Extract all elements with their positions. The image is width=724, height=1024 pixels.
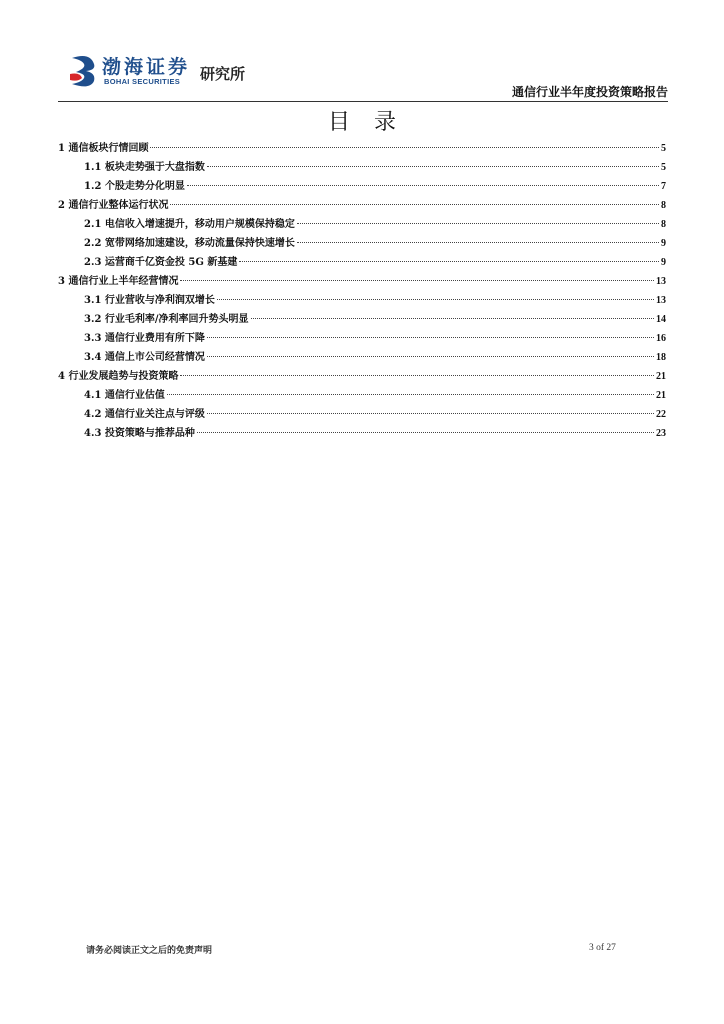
toc-entry-page: 9 [661,238,666,249]
toc-entry-label: 2.3 运营商千亿资金投 5G 新基建 [84,257,238,268]
toc-entry-page: 16 [656,333,666,344]
toc-entry-label: 1.1 板块走势强于大盘指数 [84,162,205,173]
toc-entry-label: 4.2 通信行业关注点与评级 [84,409,205,420]
page-header [58,46,668,102]
toc-leader-dots [207,337,654,338]
toc-entry-label: 3.3 通信行业费用有所下降 [84,333,205,344]
toc-entry[interactable] [58,291,666,310]
toc-leader-dots [251,318,654,319]
toc-entry-label: 2 通信行业整体运行状况 [58,200,169,211]
toc-entry[interactable] [58,139,666,158]
table-of-contents [58,139,666,443]
toc-leader-dots [197,432,654,433]
logo-english-name: BOHAI SECURITIES [104,77,181,86]
toc-entry[interactable] [58,329,666,348]
report-title: 通信行业半年度投资策略报告 [511,85,668,99]
toc-entry-page: 5 [661,162,666,173]
toc-entry[interactable] [58,348,666,367]
logo-chinese-name: 渤海证券 [102,56,191,78]
toc-leader-dots [297,242,659,243]
toc-leader-dots [239,261,659,262]
toc-leader-dots [217,299,654,300]
toc-leader-dots [180,280,654,281]
toc-entry-page: 18 [656,352,666,363]
toc-entry[interactable] [58,405,666,424]
toc-entry-label: 3.4 通信上市公司经营情况 [84,352,205,363]
toc-entry-page: 22 [656,409,666,420]
toc-entry-label: 3.1 行业营收与净利润双增长 [84,295,215,306]
toc-leader-dots [167,394,654,395]
toc-leader-dots [187,185,659,186]
toc-leader-dots [180,375,654,376]
toc-entry[interactable] [58,196,666,215]
toc-entry[interactable] [58,424,666,443]
toc-entry-page: 5 [661,143,666,154]
header-divider [58,101,668,102]
institute-name: 研究所 [200,65,246,83]
toc-leader-dots [170,204,659,205]
toc-entry[interactable] [58,177,666,196]
bohai-logo-icon [68,54,98,88]
toc-entry-page: 8 [661,200,666,211]
toc-entry-label: 1 通信板块行情回顾 [58,143,149,154]
toc-entry-label: 3 通信行业上半年经营情况 [58,276,179,287]
toc-leader-dots [297,223,659,224]
toc-entry-label: 3.2 行业毛利率/净利率回升势头明显 [84,314,249,325]
toc-entry[interactable] [58,367,666,386]
toc-entry-page: 7 [661,181,666,192]
toc-entry-label: 2.1 电信收入增速提升，移动用户规模保持稳定 [84,219,295,230]
toc-entry[interactable] [58,158,666,177]
toc-entry[interactable] [58,215,666,234]
toc-entry[interactable] [58,234,666,253]
toc-leader-dots [150,147,659,148]
toc-entry[interactable] [58,272,666,291]
toc-leader-dots [207,356,654,357]
toc-leader-dots [207,166,659,167]
toc-entry-label: 4.3 投资策略与推荐品种 [84,428,195,439]
toc-entry-label: 4 行业发展趋势与投资策略 [58,371,179,382]
toc-entry-label: 2.2 宽带网络加速建设，移动流量保持快速增长 [84,238,295,249]
toc-entry[interactable] [58,386,666,405]
toc-entry-page: 21 [656,371,666,382]
toc-entry-page: 13 [656,295,666,306]
footer-disclaimer: 请务必阅读正文之后的免责声明 [86,946,213,956]
footer-page-number: 3 of 27 [589,943,616,953]
toc-entry-page: 23 [656,428,666,439]
toc-entry-label: 1.2 个股走势分化明显 [84,181,185,192]
toc-leader-dots [207,413,654,414]
toc-entry-page: 13 [656,276,666,287]
toc-entry[interactable] [58,253,666,272]
toc-entry-label: 4.1 通信行业估值 [84,390,165,401]
toc-heading: 目录 [327,110,420,135]
toc-entry-page: 14 [656,314,666,325]
toc-entry-page: 9 [661,257,666,268]
toc-entry-page: 21 [656,390,666,401]
toc-entry-page: 8 [661,219,666,230]
toc-entry[interactable] [58,310,666,329]
